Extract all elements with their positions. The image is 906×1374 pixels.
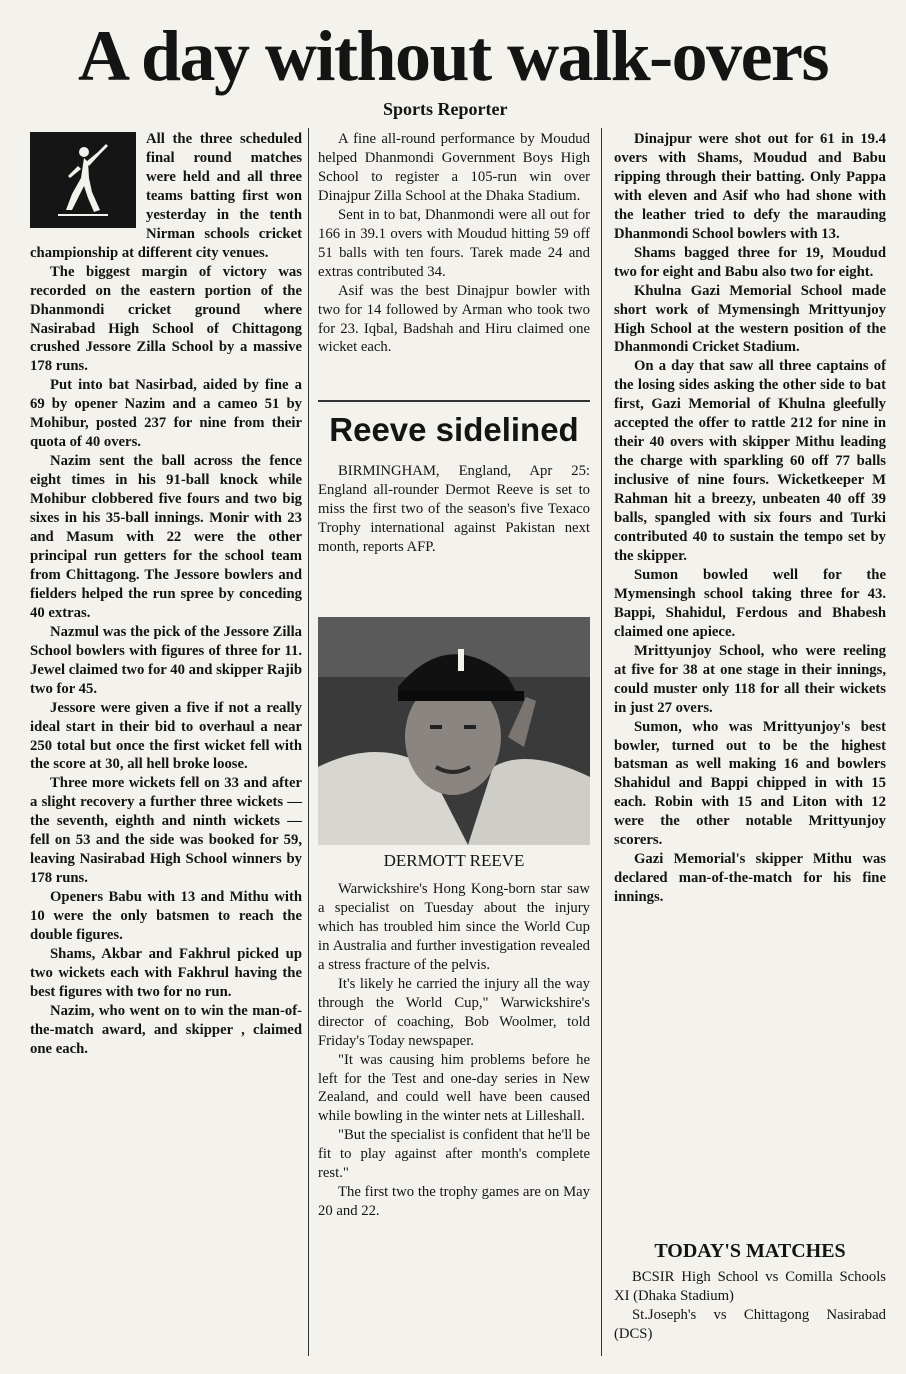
paragraph: The first two the trophy games are on May 20 and 22. bbox=[318, 1184, 590, 1220]
column-divider bbox=[601, 128, 602, 1356]
paragraph: On a day that saw all three captains of the losing sides asking the other side to bat first, Gazi Memorial of Khulna gleefully accepted the offer to rattle 212 for nine in their 40 overs with skipper Mithu leading the charge with sparkling 60 off 77 balls inclusive of nine fours. Wicketkeeper M Rahman hit a breezy, unbeaten 40 off 39 balls, spangled with six fours and Turki contributed 40 to sustain the tempo set by the skipper. bbox=[614, 358, 886, 564]
paragraph: Dinajpur were shot out for 61 in 19.4 overs with Shams, Moudud and Babu ripping through their batting. Only Pappa with eleven and Asif who had shone with the leather tried to defy the marauding Dhanmondi School bowlers with 13. bbox=[614, 131, 886, 242]
player-photo bbox=[318, 617, 590, 845]
paragraph: Khulna Gazi Memorial School made short work of Mymensingh Mrittyunjoy High School at the western position of the Dhanmondi Cricket Stadium. bbox=[614, 282, 886, 356]
paragraph: Nazim sent the ball across the fence eight times in his 91-ball knock while Mohibur clobbered five fours and two big sixes in his 35-ball innings. Monir with 23 and Masum with 22 were the other principal run getters for the school team from Chittagong. The Jessore bowlers and fielders helped the run spree by conceding 40 extras. bbox=[30, 453, 302, 621]
paragraph: Sent in to bat, Dhanmondi were all out for 166 in 39.1 overs with Moudud hitting 59 off 51 balls with ten fours. Tarek made 24 and extras contributed 34. bbox=[318, 206, 590, 280]
paragraph: Sumon, who was Mrittyunjoy's best bowler, turned out to be the highest batsman as well making 16 and bowlers Shahidul and Bappi chipped in with 15 each. Robin with 15 and Liton with 12 were the other notable Mrittyunjoy scorers. bbox=[614, 718, 886, 849]
paragraph: Nazmul was the pick of the Jessore Zilla School bowlers with figures of three for 11. Jewel claimed two for 40 and skipper Rajib two for 45. bbox=[30, 623, 302, 697]
paragraph: Shams bagged three for 19, Moudud two for eight and Babu also two for eight. bbox=[614, 244, 886, 280]
paragraph: BIRMINGHAM, England, Apr 25: England all-rounder Dermot Reeve is set to miss the first two of the season's five Texaco Trophy international against Pakistan next month, reports AFP. bbox=[318, 463, 590, 555]
paragraph: Shams, Akbar and Fakhrul picked up two wickets each with Fakhrul having the best figures with two for no run. bbox=[30, 945, 302, 1000]
match-item: BCSIR High School vs Comilla Schools XI (Dhaka Stadium) bbox=[614, 1269, 886, 1304]
paragraph: Three more wickets fell on 33 and after a slight recovery a further three wickets — the seventh, eighth and ninth wickets — fell on 53 and the side was booked for 59, leaving Nasirabad High School winners by 178 runs. bbox=[30, 775, 302, 887]
article-column-1 bbox=[30, 130, 302, 1059]
paragraph: Gazi Memorial's skipper Mithu was declared man-of-the-match for his fine innings. bbox=[614, 851, 886, 906]
paragraph: Put into bat Nasirbad, aided by fine a 69 by opener Nazim and a cameo 51 by Mohibur, posted 237 for nine from their quota of 40 overs. bbox=[30, 377, 302, 451]
paragraph: A fine all-round performance by Moudud helped Dhanmondi Government Boys High School to register a 105-run win over Dinajpur Zilla School at the Dhaka Stadium. bbox=[318, 131, 590, 204]
sidebar-body bbox=[318, 880, 590, 1221]
paragraph: Warwickshire's Hong Kong-born star saw a specialist on Tuesday about the injury which has troubled him since the World Cup in Australia and further investigation revealed a stress fracture of the pelvis. bbox=[318, 881, 590, 973]
paragraph: Sumon bowled well for the Mymensingh school taking three for 43. Bappi, Shahidul, Ferdous and Bhabesh claimed one apiece. bbox=[614, 566, 886, 640]
paragraph: It's likely he carried the injury all the way through the World Cup," Warwickshire's director of coaching, Bob Woolmer, told Friday's Today newspaper. bbox=[318, 975, 590, 1049]
paragraph: All the three scheduled final round matches were held and all three teams batting first won yesterday in the tenth Nirman schools cricket championship at different city venues. bbox=[30, 131, 302, 261]
paragraph: Mrittyunjoy School, who were reeling at five for 38 at one stage in their innings, could muster only 118 for all their wickets in just 27 overs. bbox=[614, 642, 886, 716]
paragraph: The biggest margin of victory was recorded on the eastern portion of the Dhanmondi cricket ground where Nasirabad High School of Chittagong crushed Jessore Zilla School by a massive 178 runs. bbox=[30, 263, 302, 375]
byline: Sports Reporter bbox=[383, 99, 508, 119]
cricket-batsman-icon bbox=[30, 132, 136, 228]
section-divider bbox=[318, 400, 590, 402]
todays-matches-list bbox=[614, 1268, 886, 1344]
column-divider bbox=[308, 128, 309, 1356]
paragraph: Jessore were given a five if not a really ideal start in their bid to overhaul a near 250 total but once the first wicket fell with the score at 30, all hell broke loose. bbox=[30, 699, 302, 773]
article-column-2 bbox=[318, 130, 590, 357]
photo-caption: DERMOTT REEVE bbox=[383, 851, 525, 870]
paragraph: "But the specialist is confident that he'll be fit to play against after month's complete rest." bbox=[318, 1127, 590, 1182]
paragraph: "It was causing him problems before he left for the Test and one-day series in New Zealand, and could well have been caused while bowling in the winter nets at Lilleshall. bbox=[318, 1051, 590, 1125]
article-column-3 bbox=[614, 130, 886, 907]
todays-matches-heading: TODAY'S MATCHES bbox=[654, 1240, 846, 1262]
sidebar-headline: Reeve sidelined bbox=[329, 411, 579, 448]
sidebar-intro bbox=[318, 462, 590, 557]
paragraph: Asif was the best Dinajpur bowler with two for 14 followed by Arman who took two for 23. Iqbal, Badshah and Hiru claimed one wicket each. bbox=[318, 282, 590, 356]
headline: A day without walk-overs bbox=[77, 16, 829, 96]
match-item: St.Joseph's vs Chittagong Nasirabad (DCS) bbox=[614, 1306, 886, 1342]
paragraph: Nazim, who went on to win the man-of-the-match award, and skipper , claimed one each. bbox=[30, 1002, 302, 1057]
paragraph: Openers Babu with 13 and Mithu with 10 were the only batsmen to reach the double figures. bbox=[30, 889, 302, 944]
